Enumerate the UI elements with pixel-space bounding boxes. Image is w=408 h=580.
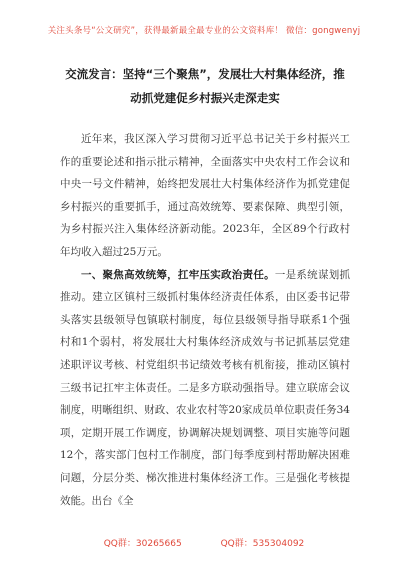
section-one-text: 一是系统谋划抓推动。建立区镇村三级抓村集体经济责任体系，由区委书记带头落实县级领导包镇联村制度，每位县级领导指导联系1个强村和1个弱村，将发展壮大村集体经济成效与书记抓基层党建述职评议考核、村党组织书记绩效考核有机衔接，推动区镇村三级书记扛牢主体责任。二是多方联动强指导。建立联席会议制度，明晰组织、财政、农业农村等20家成员单位职责任务34项，定期开展工作调度，协调解决规划调整、项目实施等问题12个，落实部门包村工作制度，部门每季度到村帮助解决困难问题，分层分类、梯次推进村集体经济工作。三是强化考核提效能。出台《全	[60, 268, 350, 507]
document-title: 交流发言：坚持“三个聚焦”，发展壮大村集体经济，推动抓党建促乡村振兴走深走实	[65, 67, 345, 105]
qq-group-2: QQ群：535304092	[220, 539, 305, 549]
section-one-heading: 一、聚焦高效统筹，扛牢压实政治责任。	[81, 268, 275, 281]
intro-paragraph: 近年来，我区深入学习贯彻习近平总书记关于乡村振兴工作的重要论述和指示批示精神，全面落实中央农村工作会议和中央一号文件精神，始终把发展壮大村集体经济作为抓党建促乡村振兴的重要抓手，通过高效统筹、要素保障、典型引领，为乡村振兴注入集体经济新动能。2023年，全区89个行政村年均收入超过25万元。	[60, 133, 350, 258]
document-body	[60, 128, 350, 512]
top-banner: 关注头条号“公文研究”，获得最新最全最专业的公文资料库！ 微信：gongwenyj	[47, 26, 361, 36]
qq-group-1: QQ群：30265665	[103, 539, 182, 549]
section-one-paragraph	[60, 264, 350, 513]
footer-qq-groups	[0, 536, 408, 549]
